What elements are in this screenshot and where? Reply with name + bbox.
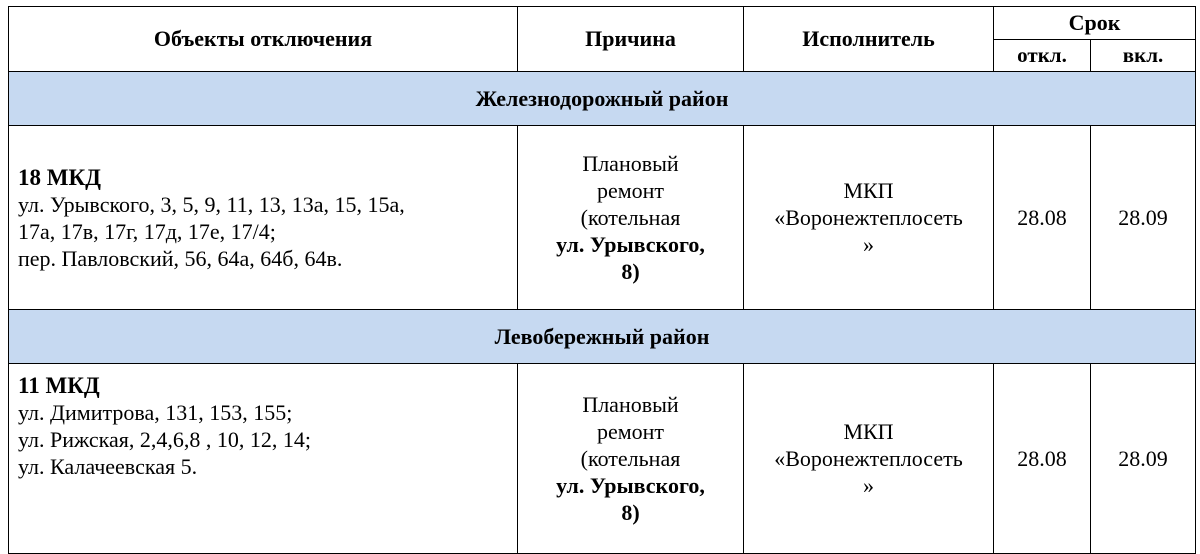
objects-cell xyxy=(9,364,518,554)
on-date: 28.09 xyxy=(1091,126,1196,310)
building-count: 11 МКД xyxy=(18,373,100,398)
reason-cell xyxy=(518,126,744,310)
header-reason: Причина xyxy=(518,7,744,72)
address-line: пер. Павловский, 56, 64а, 64б, 64в. xyxy=(18,245,343,271)
objects-cell xyxy=(9,126,518,310)
district-row xyxy=(9,310,1196,364)
reason-line: ремонт xyxy=(596,419,665,444)
executor-cell xyxy=(744,364,994,554)
executor-line: МКП xyxy=(843,178,894,203)
address-line: ул. Калачеевская 5. xyxy=(18,454,198,479)
header-executor: Исполнитель xyxy=(744,7,994,72)
executor-line: «Воронежтеплосеть xyxy=(774,205,963,230)
table-row xyxy=(9,364,1196,554)
outage-schedule-table xyxy=(8,6,1196,554)
district-row xyxy=(9,72,1196,126)
executor-line: МКП xyxy=(843,419,894,444)
off-date: 28.08 xyxy=(994,126,1091,310)
header-objects: Объекты отключения xyxy=(9,7,518,72)
executor-line: » xyxy=(863,473,874,498)
executor-line: » xyxy=(863,232,874,257)
header-row-1 xyxy=(9,7,1196,40)
table-row xyxy=(9,126,1196,310)
building-count: 18 МКД xyxy=(18,164,101,190)
address-line: ул. Димитрова, 131, 153, 155; xyxy=(18,400,293,425)
reason-boiler-address: ул. Урывского, xyxy=(556,473,705,498)
header-term: Срок xyxy=(994,7,1196,40)
header-off: откл. xyxy=(994,40,1091,72)
reason-boiler-number: 8) xyxy=(621,500,640,525)
executor-line: «Воронежтеплосеть xyxy=(774,446,963,471)
reason-line: Плановый xyxy=(582,392,679,417)
address-line: ул. Рижская, 2,4,6,8 , 10, 12, 14; xyxy=(18,427,311,452)
reason-boiler-number: 8) xyxy=(621,259,640,284)
district-name: Железнодорожный район xyxy=(9,72,1196,126)
address-line: 17а, 17в, 17г, 17д, 17е, 17/4; xyxy=(18,218,276,244)
address-line: ул. Урывского, 3, 5, 9, 11, 13, 13а, 15, 15а, xyxy=(18,191,405,217)
on-date: 28.09 xyxy=(1091,364,1196,554)
header-on: вкл. xyxy=(1091,40,1196,72)
reason-line: Плановый xyxy=(582,151,679,176)
off-date: 28.08 xyxy=(994,364,1091,554)
reason-line: (котельная xyxy=(580,205,681,230)
district-name: Левобережный район xyxy=(9,310,1196,364)
reason-boiler-address: ул. Урывского, xyxy=(556,232,705,257)
reason-line: (котельная xyxy=(580,446,681,471)
reason-line: ремонт xyxy=(596,178,665,203)
executor-cell xyxy=(744,126,994,310)
reason-cell xyxy=(518,364,744,554)
